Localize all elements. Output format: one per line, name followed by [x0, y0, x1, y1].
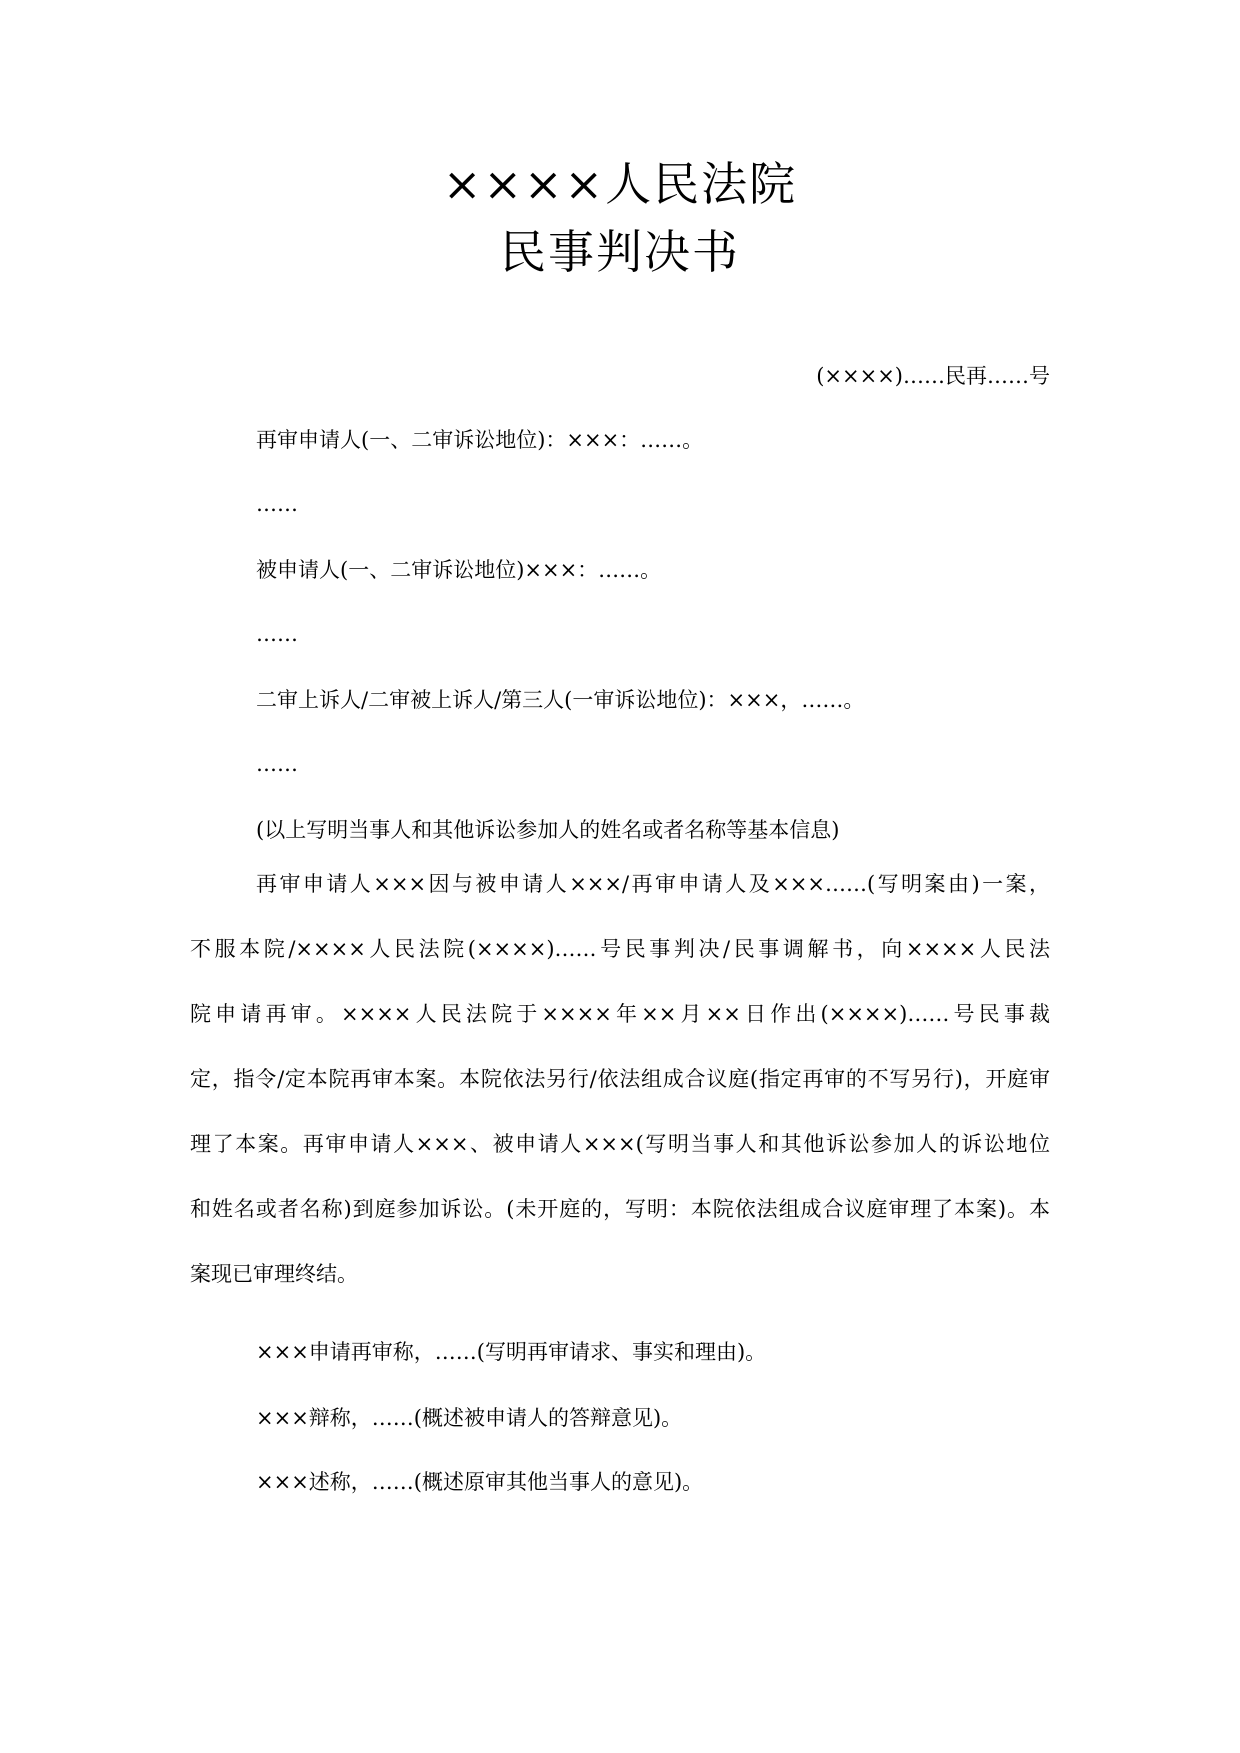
ellipsis-paragraph: …… [256, 492, 298, 516]
party-paragraph: 被申请人(一、二审诉讼地位)×××：……。 [256, 558, 662, 582]
procedure-line: 院申请再审。××××人民法院于××××年××月××日作出(××××)……号民事裁 [190, 1002, 1050, 1026]
statement-paragraph: ×××辩称，……(概述被申请人的答辩意见)。 [256, 1406, 683, 1430]
party-paragraph: 再审申请人(一、二审诉讼地位)：×××：……。 [256, 428, 704, 452]
statement-paragraph: ×××申请再审称，……(写明再审请求、事实和理由)。 [256, 1340, 767, 1364]
document-type-heading: 民事判决书 [500, 225, 740, 279]
ellipsis-paragraph: …… [256, 752, 298, 776]
court-name-heading: ××××人民法院 [442, 157, 798, 211]
procedure-line: 和姓名或者名称)到庭参加诉讼。(未开庭的，写明：本院依法组成合议庭审理了本案)。本 [190, 1197, 1050, 1221]
procedure-line: 理了本案。再审申请人×××、被申请人×××(写明当事人和其他诉讼参加人的诉讼地位 [190, 1132, 1050, 1156]
procedure-paragraph [190, 870, 1050, 1325]
procedure-line: 再审申请人×××因与被申请人×××/再审申请人及×××……(写明案由)一案， [256, 872, 1050, 896]
ellipsis-paragraph: …… [256, 622, 298, 646]
case-number: (××××)……民再……号 [816, 364, 1050, 388]
procedure-line: 不服本院/××××人民法院(××××)……号民事判决/民事调解书，向××××人民法 [190, 937, 1050, 961]
procedure-line: 定，指令/定本院再审本案。本院依法另行/依法组成合议庭(指定再审的不写另行)，开庭审 [190, 1067, 1050, 1091]
party-paragraph: 二审上诉人/二审被上诉人/第三人(一审诉讼地位)：×××，……。 [256, 688, 865, 712]
procedure-line: 案现已审理终结。 [190, 1262, 358, 1286]
statement-paragraph: ×××述称，……(概述原审其他当事人的意见)。 [256, 1470, 704, 1494]
parties-note-paragraph: (以上写明当事人和其他诉讼参加人的姓名或者名称等基本信息) [256, 818, 840, 842]
